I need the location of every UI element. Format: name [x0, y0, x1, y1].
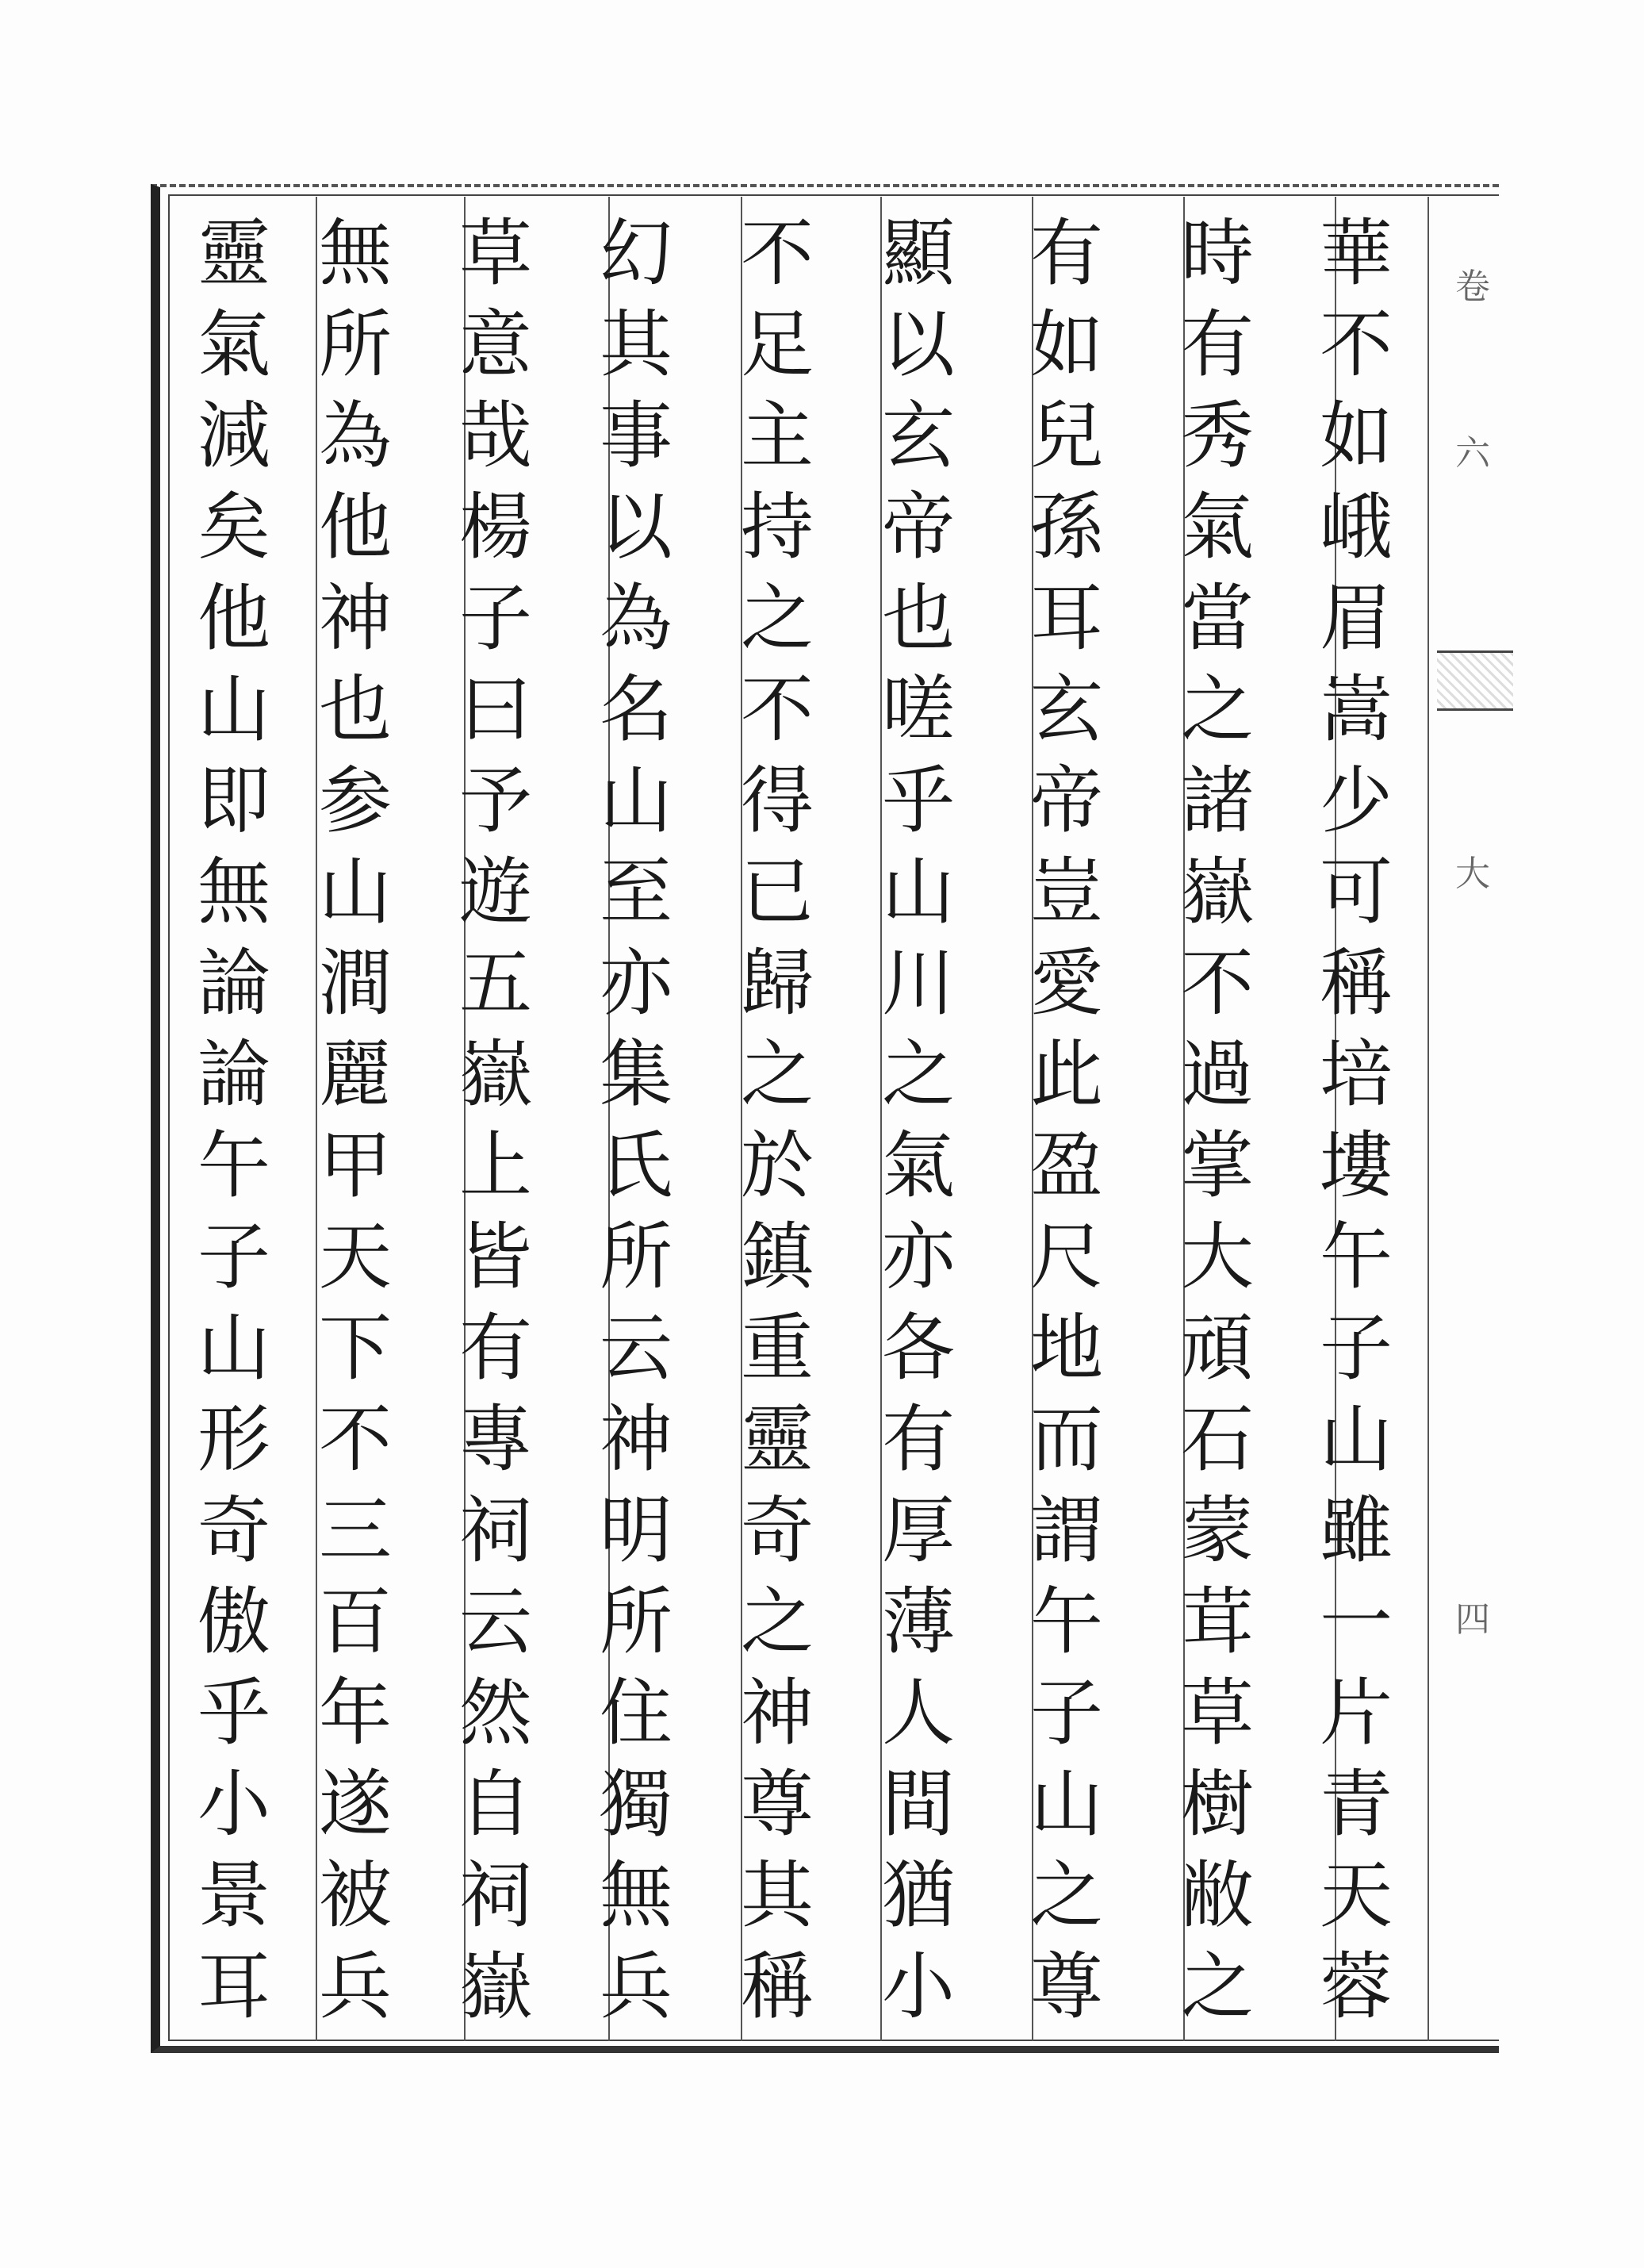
glyph: 可 — [1319, 850, 1393, 934]
margin-mark: 四 — [1455, 1599, 1490, 1640]
glyph: 各 — [881, 1306, 955, 1391]
glyph: 草 — [458, 211, 532, 296]
glyph: 耳 — [1029, 576, 1103, 661]
glyph: 少 — [1319, 758, 1393, 843]
glyph: 時 — [1180, 211, 1254, 296]
glyph: 神 — [740, 1671, 814, 1756]
text-column-4 — [847, 208, 990, 2032]
glyph: 不 — [318, 1397, 392, 1482]
column-text — [1146, 208, 1289, 2032]
glyph: 薄 — [881, 1579, 955, 1664]
glyph: 以 — [599, 485, 673, 570]
glyph: 無 — [197, 850, 270, 934]
glyph: 午 — [1029, 1579, 1103, 1664]
glyph: 集 — [599, 1032, 673, 1117]
glyph: 此 — [1029, 1032, 1103, 1117]
glyph: 愛 — [1029, 941, 1103, 1026]
glyph: 尊 — [740, 1762, 814, 1847]
glyph: 不 — [1180, 941, 1254, 1026]
glyph: 樹 — [1180, 1762, 1254, 1847]
glyph: 蒙 — [1180, 1488, 1254, 1573]
column-text — [163, 208, 305, 2032]
glyph: 幻 — [599, 211, 673, 296]
glyph: 山 — [599, 758, 673, 843]
glyph: 片 — [1319, 1671, 1393, 1756]
glyph: 嵩 — [1319, 667, 1393, 752]
glyph: 如 — [1319, 393, 1393, 478]
glyph: 祠 — [458, 1853, 532, 1938]
glyph: 眉 — [1319, 576, 1393, 661]
glyph: 敝 — [1180, 1853, 1254, 1938]
glyph: 猶 — [881, 1853, 955, 1938]
glyph: 不 — [1319, 302, 1393, 387]
fish-tail-mark — [1437, 650, 1513, 711]
glyph: 所 — [318, 302, 392, 387]
glyph: 神 — [318, 576, 392, 661]
glyph: 明 — [599, 1488, 673, 1573]
glyph: 他 — [318, 485, 392, 570]
glyph: 嶽 — [1180, 850, 1254, 934]
glyph: 帝 — [881, 485, 955, 570]
glyph: 下 — [318, 1306, 392, 1391]
glyph: 事 — [599, 393, 673, 478]
column-text — [847, 208, 990, 2032]
glyph: 氣 — [881, 1123, 955, 1208]
glyph: 遂 — [318, 1762, 392, 1847]
glyph: 其 — [599, 302, 673, 387]
glyph: 百 — [318, 1579, 392, 1664]
glyph: 論 — [197, 941, 270, 1026]
glyph: 蓉 — [1319, 1944, 1393, 2029]
glyph: 大 — [1180, 1215, 1254, 1299]
glyph: 一 — [1319, 1579, 1393, 1664]
glyph: 已 — [740, 850, 814, 934]
glyph: 云 — [599, 1306, 673, 1391]
glyph: 麗 — [318, 1032, 392, 1117]
glyph: 持 — [740, 485, 814, 570]
glyph: 靈 — [197, 211, 270, 296]
glyph: 青 — [1319, 1762, 1393, 1847]
glyph: 皆 — [458, 1215, 532, 1299]
glyph: 盈 — [1029, 1123, 1103, 1208]
glyph: 有 — [881, 1397, 955, 1482]
glyph: 之 — [1029, 1853, 1103, 1938]
glyph: 掌 — [1180, 1123, 1254, 1208]
glyph: 有 — [1180, 302, 1254, 387]
glyph: 他 — [197, 576, 270, 661]
glyph: 兵 — [599, 1944, 673, 2029]
glyph: 氏 — [599, 1123, 673, 1208]
text-column-6 — [565, 208, 707, 2032]
glyph: 論 — [197, 1032, 270, 1117]
glyph: 被 — [318, 1853, 392, 1938]
glyph: 靈 — [740, 1397, 814, 1482]
text-column-8 — [284, 208, 427, 2032]
glyph: 矣 — [197, 485, 270, 570]
glyph: 云 — [458, 1579, 532, 1664]
glyph: 玄 — [1029, 667, 1103, 752]
glyph: 氣 — [1180, 485, 1254, 570]
glyph: 澗 — [318, 941, 392, 1026]
glyph: 鎮 — [740, 1215, 814, 1299]
glyph: 住 — [599, 1671, 673, 1756]
glyph: 子 — [458, 576, 532, 661]
glyph: 稱 — [1319, 941, 1393, 1026]
glyph: 地 — [1029, 1306, 1103, 1391]
glyph: 而 — [1029, 1397, 1103, 1482]
glyph: 足 — [740, 302, 814, 387]
glyph: 亦 — [881, 1215, 955, 1299]
glyph: 為 — [318, 393, 392, 478]
glyph: 山 — [197, 1306, 270, 1391]
glyph: 有 — [1029, 211, 1103, 296]
glyph: 遊 — [458, 850, 532, 934]
glyph: 峨 — [1319, 485, 1393, 570]
glyph: 歸 — [740, 941, 814, 1026]
glyph: 不 — [740, 667, 814, 752]
glyph: 有 — [458, 1306, 532, 1391]
glyph: 得 — [740, 758, 814, 843]
glyph: 祠 — [458, 1488, 532, 1573]
column-text — [1285, 208, 1427, 2032]
glyph: 所 — [599, 1215, 673, 1299]
glyph: 重 — [740, 1306, 814, 1391]
glyph: 尺 — [1029, 1215, 1103, 1299]
glyph: 過 — [1180, 1032, 1254, 1117]
glyph: 年 — [318, 1671, 392, 1756]
glyph: 秀 — [1180, 393, 1254, 478]
glyph: 神 — [599, 1397, 673, 1482]
column-text — [995, 208, 1138, 2032]
glyph: 子 — [1029, 1671, 1103, 1756]
glyph: 兒 — [1029, 393, 1103, 478]
glyph: 甲 — [318, 1123, 392, 1208]
glyph: 楊 — [458, 485, 532, 570]
glyph: 所 — [599, 1579, 673, 1664]
glyph: 之 — [740, 1032, 814, 1117]
glyph: 不 — [740, 211, 814, 296]
glyph: 子 — [1319, 1306, 1393, 1391]
glyph: 形 — [197, 1397, 270, 1482]
glyph: 氣 — [197, 302, 270, 387]
glyph: 為 — [599, 576, 673, 661]
glyph: 即 — [197, 758, 270, 843]
glyph: 然 — [458, 1671, 532, 1756]
column-text — [565, 208, 707, 2032]
text-column-9 — [163, 208, 305, 2032]
text-column-7 — [424, 208, 567, 2032]
glyph: 謂 — [1029, 1488, 1103, 1573]
glyph: 午 — [1319, 1215, 1393, 1299]
margin-mark: 大 — [1455, 854, 1490, 894]
glyph: 於 — [740, 1123, 814, 1208]
glyph: 山 — [197, 667, 270, 752]
glyph: 之 — [740, 1579, 814, 1664]
glyph: 哉 — [458, 393, 532, 478]
glyph: 之 — [881, 1032, 955, 1117]
glyph: 厚 — [881, 1488, 955, 1573]
glyph: 之 — [1180, 1944, 1254, 2029]
glyph: 午 — [197, 1123, 270, 1208]
glyph: 乎 — [197, 1671, 270, 1756]
glyph: 耳 — [197, 1944, 270, 2029]
glyph: 五 — [458, 941, 532, 1026]
glyph: 嗟 — [881, 667, 955, 752]
glyph: 減 — [197, 393, 270, 478]
glyph: 意 — [458, 302, 532, 387]
glyph: 豈 — [1029, 850, 1103, 934]
column-text — [284, 208, 427, 2032]
glyph: 主 — [740, 393, 814, 478]
glyph: 子 — [197, 1215, 270, 1299]
glyph: 亦 — [599, 941, 673, 1026]
glyph: 間 — [881, 1762, 955, 1847]
glyph: 草 — [1180, 1671, 1254, 1756]
glyph: 川 — [881, 941, 955, 1026]
glyph: 茸 — [1180, 1579, 1254, 1664]
glyph: 尊 — [1029, 1944, 1103, 2029]
glyph: 培 — [1319, 1032, 1393, 1117]
glyph: 當 — [1180, 576, 1254, 661]
glyph: 自 — [458, 1762, 532, 1847]
glyph: 其 — [740, 1853, 814, 1938]
glyph: 稱 — [740, 1944, 814, 2029]
glyph: 至 — [599, 850, 673, 934]
glyph: 山 — [318, 850, 392, 934]
glyph: 無 — [599, 1853, 673, 1938]
glyph: 兵 — [318, 1944, 392, 2029]
glyph: 嶽 — [458, 1032, 532, 1117]
glyph: 山 — [1319, 1397, 1393, 1482]
glyph: 也 — [318, 667, 392, 752]
margin-mark: 卷 — [1455, 267, 1490, 307]
glyph: 奇 — [197, 1488, 270, 1573]
glyph: 景 — [197, 1853, 270, 1938]
text-column-3 — [995, 208, 1138, 2032]
text-column-1 — [1285, 208, 1427, 2032]
glyph: 奇 — [740, 1488, 814, 1573]
glyph: 也 — [881, 576, 955, 661]
glyph: 予 — [458, 758, 532, 843]
glyph: 玄 — [881, 393, 955, 478]
glyph: 参 — [318, 758, 392, 843]
glyph: 之 — [1180, 667, 1254, 752]
glyph: 名 — [599, 667, 673, 752]
glyph: 華 — [1319, 211, 1393, 296]
glyph: 石 — [1180, 1397, 1254, 1482]
glyph: 三 — [318, 1488, 392, 1573]
glyph: 帝 — [1029, 758, 1103, 843]
glyph: 曰 — [458, 667, 532, 752]
glyph: 塿 — [1319, 1123, 1393, 1208]
glyph: 小 — [881, 1944, 955, 2029]
glyph: 天 — [318, 1215, 392, 1299]
glyph: 之 — [740, 576, 814, 661]
glyph: 傲 — [197, 1579, 270, 1664]
text-column-5 — [706, 208, 849, 2032]
glyph: 如 — [1029, 302, 1103, 387]
glyph: 人 — [881, 1671, 955, 1756]
glyph: 山 — [1029, 1762, 1103, 1847]
glyph: 天 — [1319, 1853, 1393, 1938]
column-text — [706, 208, 849, 2032]
glyph: 獨 — [599, 1762, 673, 1847]
glyph: 嶽 — [458, 1944, 532, 2029]
text-column-2 — [1146, 208, 1289, 2032]
glyph: 小 — [197, 1762, 270, 1847]
glyph: 專 — [458, 1397, 532, 1482]
glyph: 頑 — [1180, 1306, 1254, 1391]
glyph: 無 — [318, 211, 392, 296]
glyph: 乎 — [881, 758, 955, 843]
glyph: 以 — [881, 302, 955, 387]
glyph: 山 — [881, 850, 955, 934]
glyph: 雖 — [1319, 1488, 1393, 1573]
glyph: 孫 — [1029, 485, 1103, 570]
fore-edge-margin — [1427, 194, 1515, 2043]
glyph: 顯 — [881, 211, 955, 296]
glyph: 上 — [458, 1123, 532, 1208]
column-text — [424, 208, 567, 2032]
glyph: 諸 — [1180, 758, 1254, 843]
margin-mark: 六 — [1455, 433, 1490, 474]
